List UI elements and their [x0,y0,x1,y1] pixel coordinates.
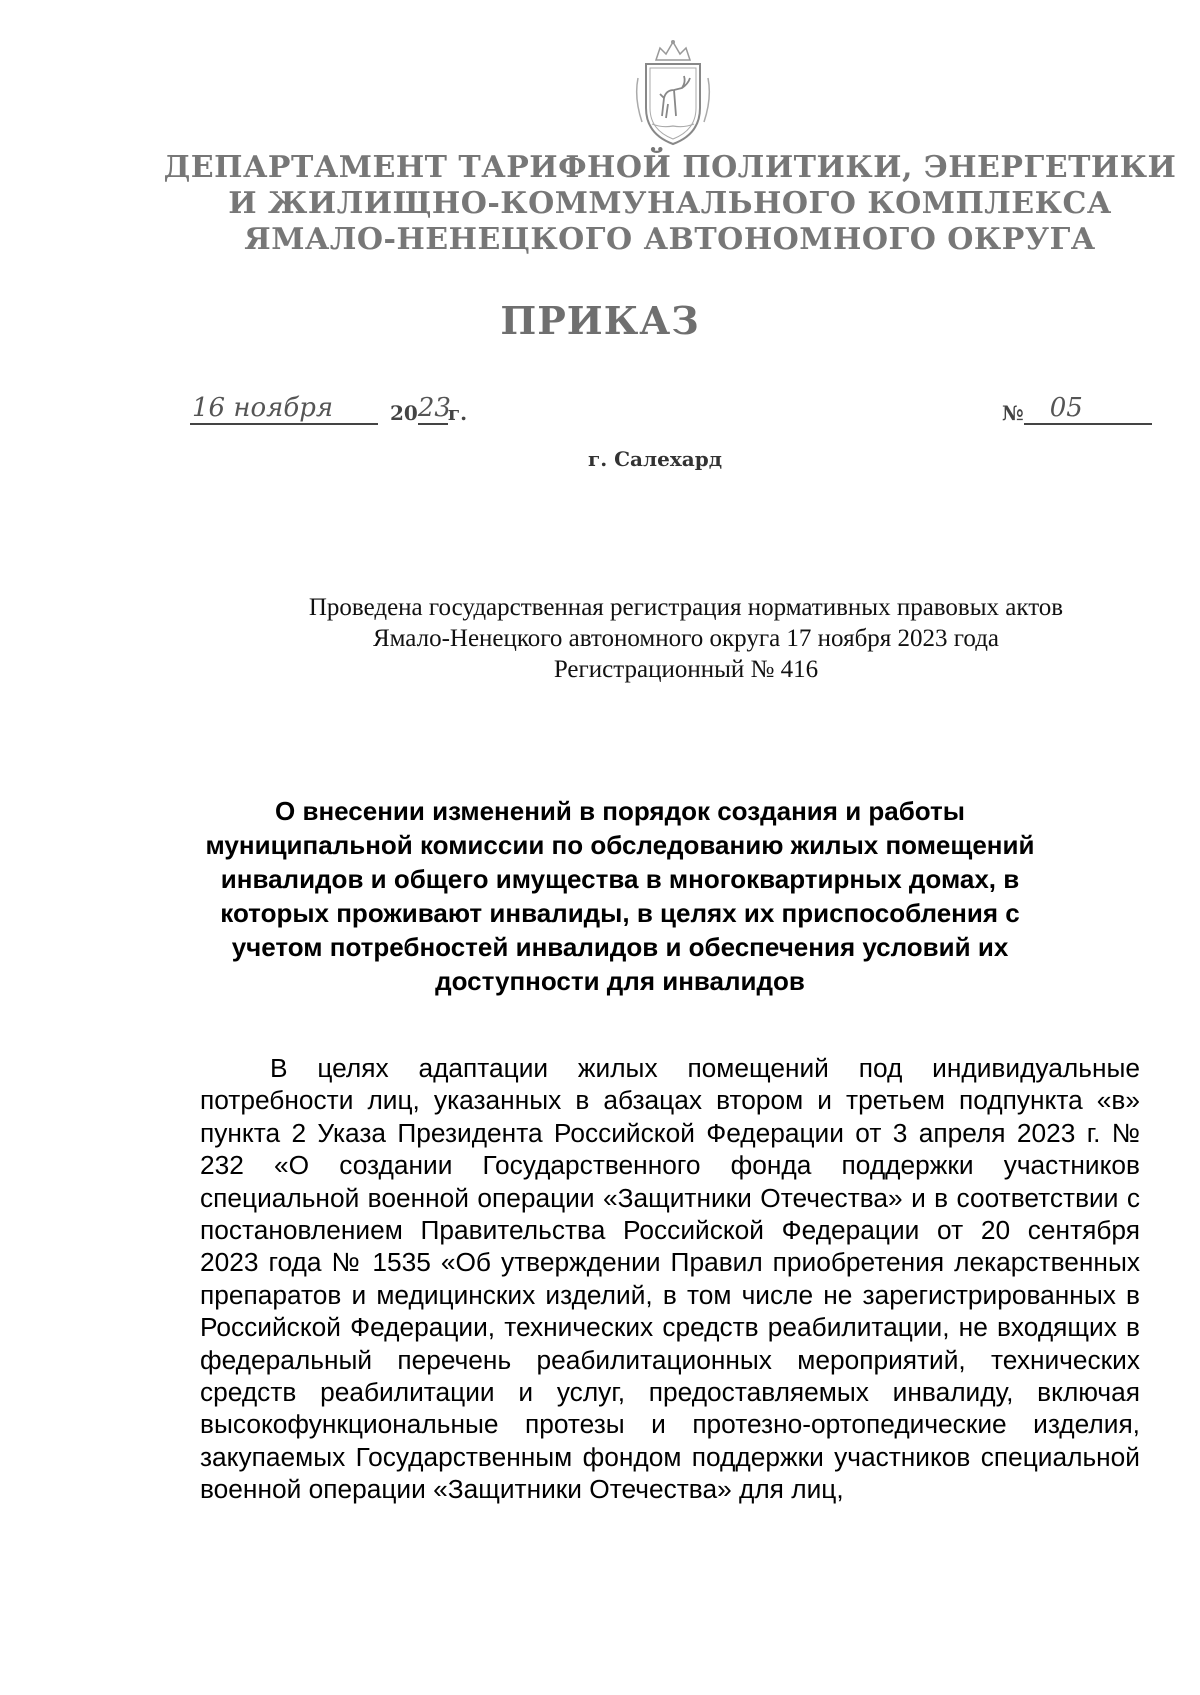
subject-line-6: доступности для инвалидов [435,966,805,996]
number-label: № [1002,401,1024,425]
subject-line-2: муниципальной комиссии по обследованию жилых помещений [205,830,1035,860]
registration-line-1: Проведена государственная регистрация нормативных правовых актов [308,594,1064,621]
department-line-2: И ЖИЛИЩНО-КОММУНАЛЬНОГО КОМПЛЕКСА [228,186,1112,221]
department-name [150,150,1190,258]
order-date [190,393,467,425]
city: г. Салехард [587,447,723,471]
registration-stamp [246,592,1126,685]
year-prefix: 20 [390,401,418,425]
subject-line-4: которых проживают инвалиды, в целях их приспособления с [220,898,1020,928]
order-number [1002,393,1152,425]
subject-line-1: О внесении изменений в порядок создания и работы [275,796,965,826]
registration-line-3: Регистрационный № 416 [553,656,819,683]
subject-line-5: учетом потребностей инвалидов и обеспечения условий их [231,932,1009,962]
year-suffix: г. [447,401,468,425]
department-line-1: ДЕПАРТАМЕНТ ТАРИФНОЙ ПОЛИТИКИ, ЭНЕРГЕТИКИ [163,150,1177,185]
coat-of-arms-emblem [632,38,714,148]
document-type-title: ПРИКАЗ [500,298,700,343]
year-handwritten: 23 [417,393,451,423]
department-line-3: ЯМАЛО-НЕНЕЦКОГО АВТОНОМНОГО ОКРУГА [244,222,1096,257]
number-handwritten: 05 [1024,393,1152,425]
body-paragraph: В целях адаптации жилых помещений под индивидуальные потребности лиц, указанных в абзацах втором и третьем подпункта «в» пункта 2 Указа Президента Российской Федерации от 3 апреля 2023 г. № 232 «О создании Государственного фонда поддержки участников специальной военной операции «Защитники Отечества» и в соответствии с постановлением Правительства Российской Федерации от 20 сентября 2023 года № 1535 «Об утверждении Правил приобретения лекарственных препаратов и медицинских изделий, в том числе не зарегистрированных в Российской Федерации, технических средств реабилитации, не входящих в федеральный перечень реабилитационных мероприятий, технических средств реабилитации и услуг, предоставляемых инвалиду, включая высокофункциональные протезы и протезно-ортопедические изделия, закупаемых Государственным фондом поддержки участников специальной военной операции «Защитники Отечества» для лиц, [200,1053,1140,1505]
date-handwritten: 16 ноября [190,393,378,425]
subject-line-3: инвалидов и общего имущества в многоквартирных домах, в [220,864,1020,894]
order-subject [170,794,1070,998]
registration-line-2: Ямало-Ненецкого автономного округа 17 ноября 2023 года [372,625,1000,652]
